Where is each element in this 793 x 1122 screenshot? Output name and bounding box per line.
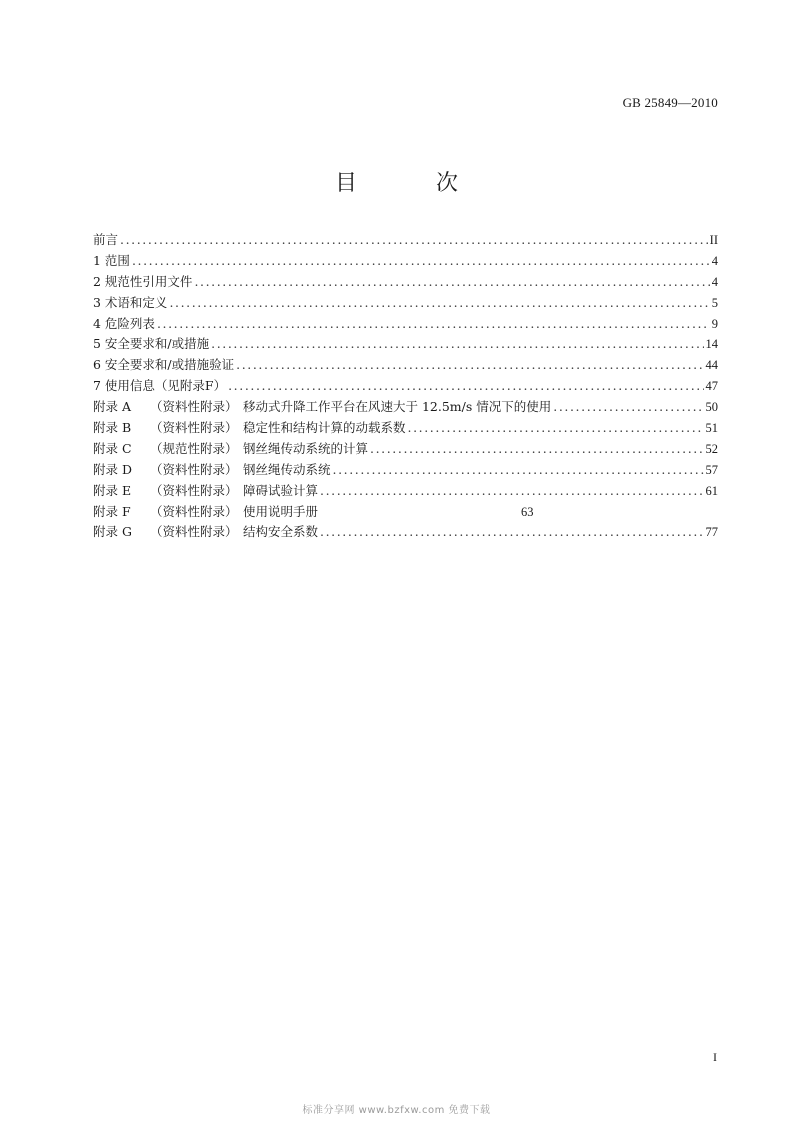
toc-leader-dots xyxy=(236,355,703,376)
toc-entry-text: 稳定性和结构计算的动载系数 xyxy=(243,420,406,436)
toc-entry-text: 结构安全系数 xyxy=(243,524,319,540)
toc-entry-title xyxy=(93,376,226,397)
toc-appendix-category: （资料性附录） xyxy=(150,399,238,415)
toc-entry-text: 前言 xyxy=(93,232,119,247)
toc-entry-title xyxy=(93,251,130,272)
toc-entry-text: 5 安全要求和/或措施 xyxy=(93,336,210,352)
toc-leader-dots xyxy=(408,418,704,439)
toc-entry-text: 4 危险列表 xyxy=(93,315,155,331)
toc-entry-title xyxy=(93,334,209,355)
toc-leader-dots xyxy=(169,293,709,314)
toc-leader-dots xyxy=(320,481,703,502)
toc-page-number: 57 xyxy=(705,462,718,477)
toc-appendix-label: 附录 C xyxy=(93,440,132,456)
toc-entry-text: 6 安全要求和/或措施验证 xyxy=(93,357,235,373)
toc-leader-dots xyxy=(370,439,703,460)
toc-entry-title xyxy=(93,397,551,418)
toc-entry[interactable] xyxy=(93,355,718,376)
table-of-contents xyxy=(93,230,718,543)
toc-entry-text: 使用说明手册 xyxy=(243,503,319,519)
toc-entry[interactable] xyxy=(93,272,718,293)
toc-entry[interactable] xyxy=(93,418,718,439)
toc-entry-title xyxy=(93,230,118,251)
toc-leader-dots xyxy=(553,397,703,418)
toc-leader-dots xyxy=(333,460,704,481)
toc-leader-dots xyxy=(132,251,710,272)
toc-entry-text: 钢丝绳传动系统的计算 xyxy=(243,440,369,456)
toc-appendix-label: 附录 D xyxy=(93,461,132,477)
toc-leader-dots xyxy=(157,314,710,335)
toc-entry[interactable] xyxy=(93,439,718,460)
toc-entry[interactable] xyxy=(93,481,718,502)
toc-entry[interactable] xyxy=(93,502,718,523)
toc-entry-title xyxy=(93,293,167,314)
toc-appendix-category: （资料性附录） xyxy=(150,420,238,436)
toc-entry[interactable] xyxy=(93,230,718,251)
toc-appendix-category: （资料性附录） xyxy=(150,503,238,519)
toc-page-number: 5 xyxy=(711,295,718,310)
toc-page-number: 47 xyxy=(705,379,718,394)
toc-page-number: 51 xyxy=(705,421,718,436)
toc-entry-title xyxy=(93,481,318,502)
page-title: 目 次 xyxy=(335,171,494,196)
toc-page-number: 50 xyxy=(705,400,718,415)
toc-leader-dots xyxy=(211,334,703,355)
toc-page-number: 4 xyxy=(711,253,718,268)
toc-entry-title xyxy=(93,355,234,376)
toc-leader-dots xyxy=(194,272,709,293)
toc-entry-text: 钢丝绳传动系统 xyxy=(243,461,331,477)
toc-entry-text: 2 规范性引用文件 xyxy=(93,273,193,289)
toc-entry-text: 3 术语和定义 xyxy=(93,294,168,310)
toc-appendix-label: 附录 E xyxy=(93,482,132,498)
toc-entry[interactable] xyxy=(93,460,718,481)
toc-appendix-category: （资料性附录） xyxy=(150,482,238,498)
toc-leader-dots xyxy=(120,230,708,251)
toc-appendix-category: （规范性附录） xyxy=(150,440,238,456)
toc-entry-text: 障碍试验计算 xyxy=(243,482,319,498)
toc-entry[interactable] xyxy=(93,293,718,314)
toc-entry[interactable] xyxy=(93,251,718,272)
toc-page-number: 63 xyxy=(521,504,534,519)
toc-entry-title xyxy=(93,522,318,543)
toc-entry-title xyxy=(93,439,368,460)
toc-entry[interactable] xyxy=(93,522,718,543)
toc-page-number: 52 xyxy=(705,441,718,456)
toc-appendix-category: （资料性附录） xyxy=(150,524,238,540)
toc-entry[interactable] xyxy=(93,397,718,418)
toc-entry-title xyxy=(93,272,192,293)
toc-entry-title xyxy=(93,314,155,335)
toc-page-number: 77 xyxy=(705,525,718,540)
toc-appendix-label: 附录 B xyxy=(93,420,132,436)
toc-page-number: 9 xyxy=(711,316,718,331)
toc-appendix-label: 附录 G xyxy=(93,524,132,540)
toc-appendix-category: （资料性附录） xyxy=(150,461,238,477)
toc-entry-title xyxy=(93,460,331,481)
standard-code: GB 25849—2010 xyxy=(622,95,718,110)
page-number: I xyxy=(713,1050,717,1064)
toc-entry[interactable] xyxy=(93,334,718,355)
watermark: 标准分享网 www.bzfxw.com 免费下载 xyxy=(302,1105,491,1116)
toc-entry[interactable] xyxy=(93,376,718,397)
toc-page-number: 61 xyxy=(705,483,718,498)
toc-entry-title xyxy=(93,418,406,439)
toc-page-number: 44 xyxy=(705,358,718,373)
toc-page-number: 4 xyxy=(711,274,718,289)
toc-entry-text: 1 范围 xyxy=(93,252,130,268)
toc-appendix-label: 附录 F xyxy=(93,503,131,519)
toc-page-number: II xyxy=(709,233,718,247)
toc-leader-dots xyxy=(320,522,703,543)
toc-appendix-label: 附录 A xyxy=(93,399,132,415)
toc-leader-dots xyxy=(228,376,703,397)
toc-entry-text: 移动式升降工作平台在风速大于 12.5m/s 情况下的使用 xyxy=(243,399,552,415)
toc-entry[interactable] xyxy=(93,314,718,335)
toc-entry-text: 7 使用信息（见附录F） xyxy=(93,378,227,394)
toc-page-number: 14 xyxy=(705,337,718,352)
toc-entry-title xyxy=(93,502,318,523)
